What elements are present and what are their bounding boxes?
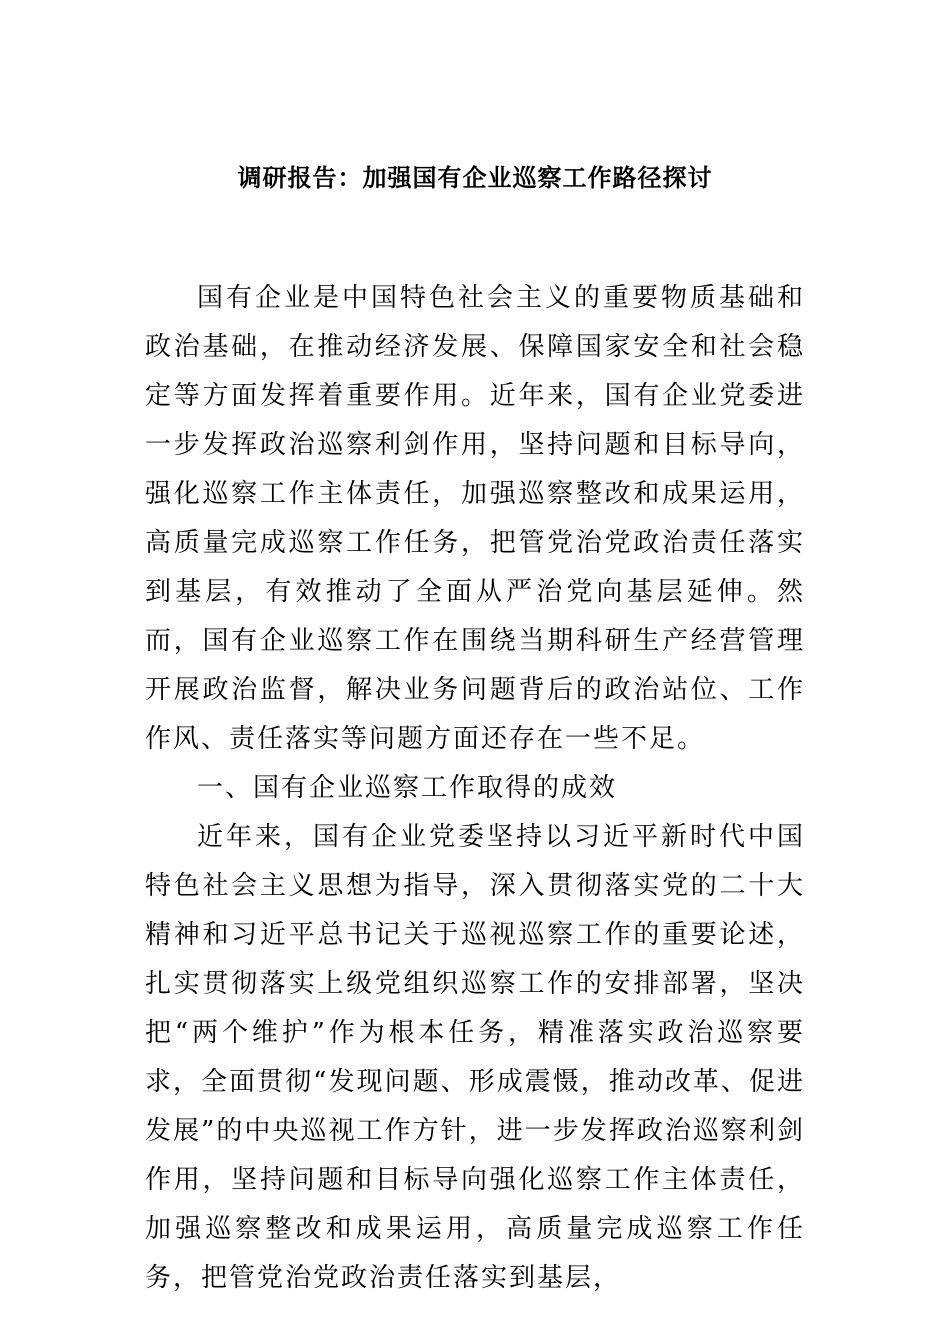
paragraph-achievements: 近年来，国有企业党委坚持以习近平新时代中国特色社会主义思想为指导，深入贯彻落实党的二十大精神和习近平总书记关于巡视巡察工作的重要论述，扎实贯彻落实上级党组织巡察工作的安排部署，坚决把“两个维护”作为根本任务，精准落实政治巡察要求，全面贯彻“发现问题、形成震慑，推动改革、促进发展”的中央巡视工作方针，进一步发挥政治巡察利剑作用，坚持问题和目标导向强化巡察工作主体责任，加强巡察整改和成果运用，高质量完成巡察工作任务，把管党治党政治责任落实到基层，: [145, 822, 805, 1293]
document-title: 调研报告：加强国有企业巡察工作路径探讨: [237, 163, 713, 192]
paragraph-intro: 国有企业是中国特色社会主义的重要物质基础和政治基础，在推动经济发展、保障国家安全和社会稳定等方面发挥着重要作用。近年来，国有企业党委进一步发挥政治巡察利剑作用，坚持问题和目标导向，强化巡察工作主体责任，加强巡察整改和成果运用，高质量完成巡察工作任务，把管党治党政治责任落实到基层，有效推动了全面从严治党向基层延伸。然而，国有企业巡察工作在围绕当期科研生产经营管理开展政治监督，解决业务问题背后的政治站位、工作作风、责任落实等问题方面还存在一些不足。: [145, 283, 805, 754]
document-body: [145, 274, 805, 1303]
section-heading-1: 一、国有企业巡察工作取得的成效: [197, 773, 618, 803]
